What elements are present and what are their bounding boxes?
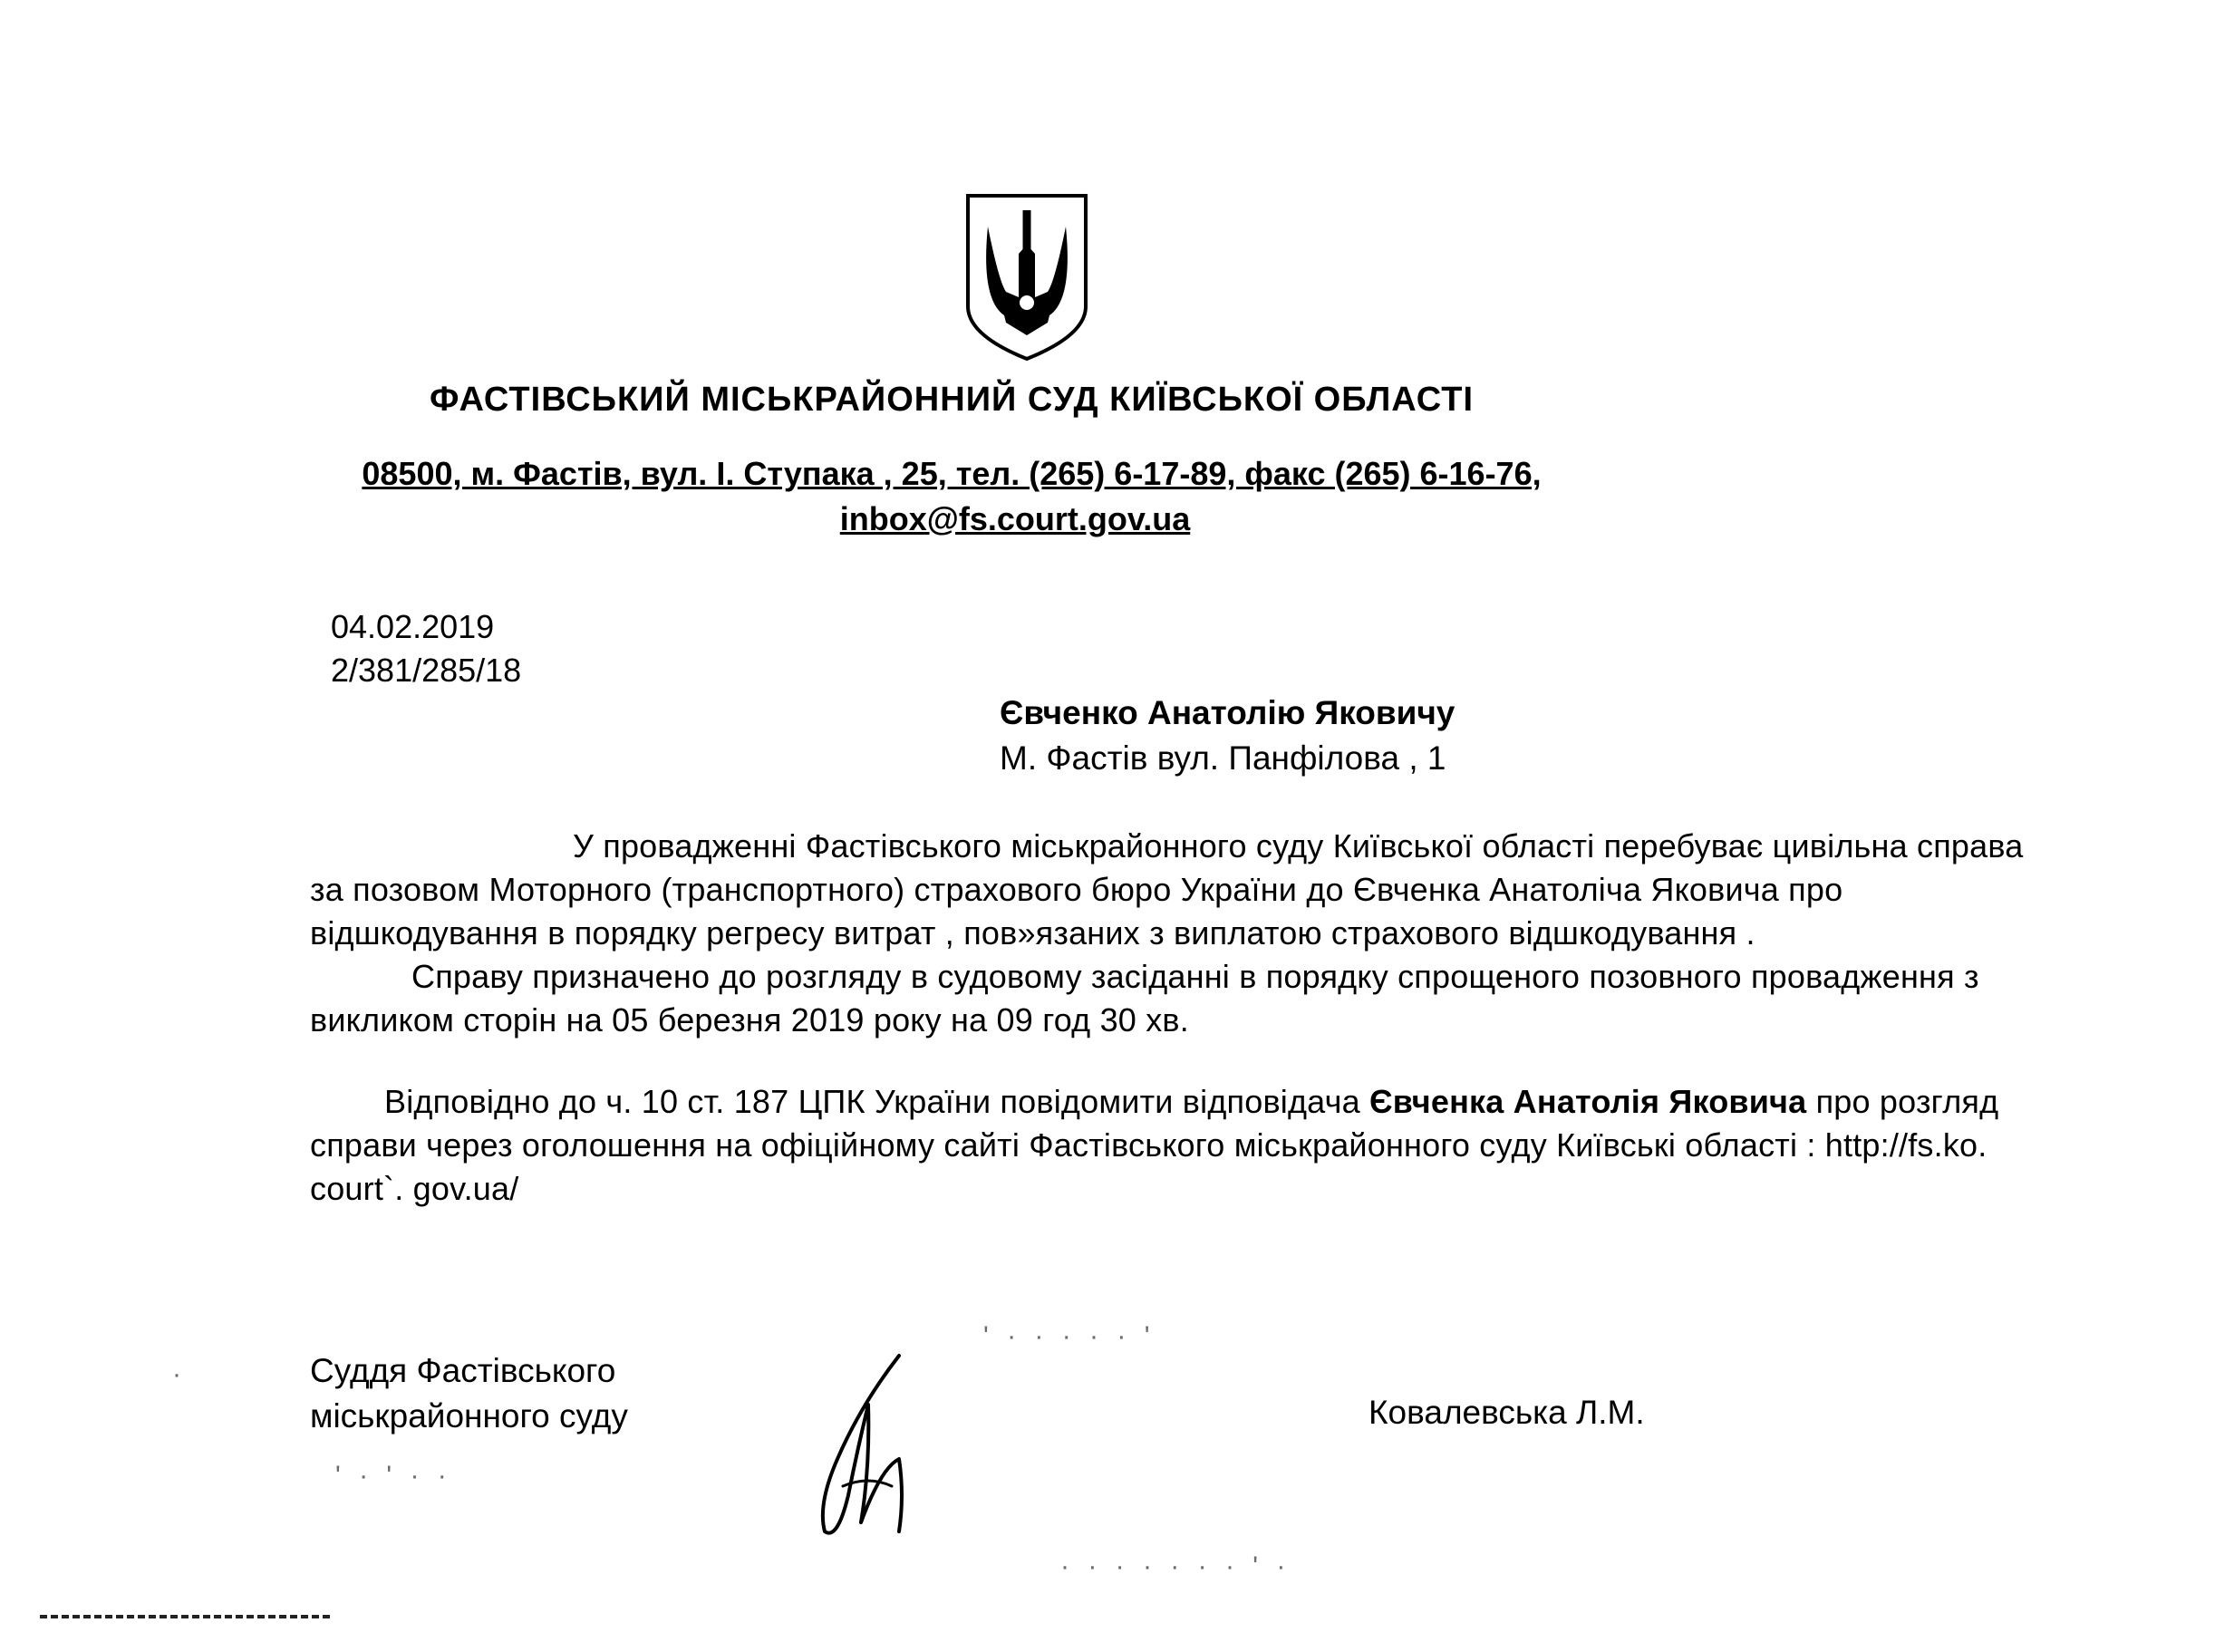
paragraph-notification bbox=[310, 1080, 2032, 1211]
scan-noise: ' · · · · · ' bbox=[983, 1321, 1156, 1351]
paragraph-hearing: Справу призначено до розгляду в судовому засіданні в порядку спрощеного позовного провадження з викликом сторін на 05 березня 2019 року на 09 год 30 хв. bbox=[310, 958, 1979, 1039]
trident-coat-of-arms-icon bbox=[961, 190, 1093, 362]
addressee-block bbox=[1000, 691, 1455, 781]
document-reference bbox=[331, 605, 521, 692]
judge-name: Ковалевська Л.М. bbox=[1368, 1394, 1645, 1431]
addressee-name: Євченко Анатолію Яковичу bbox=[1000, 694, 1455, 731]
handwritten-signature-icon bbox=[798, 1350, 924, 1541]
scan-edge-line bbox=[40, 1615, 330, 1622]
court-address bbox=[0, 451, 1903, 542]
defendant-name: Євченка Анатолія Яковича bbox=[1369, 1083, 1807, 1120]
court-email: inbox@fs.court.gov.ua bbox=[839, 500, 1191, 537]
notification-text-end: про розгляд справи через оголошення на офіційному сайті Фастівського міськрайонного суду Київські області : http://fs.ko. court`. gov.ua/ bbox=[310, 1083, 1999, 1207]
court-address-line: 08500, м. Фастів, вул. І. Ступака , 25, тел. (265) 6-17-89, факс (265) 6-16-76, bbox=[362, 455, 1542, 492]
document-date: 04.02.2019 bbox=[331, 608, 495, 645]
judge-title-line: Суддя Фастівського bbox=[310, 1352, 616, 1389]
addressee-address: М. Фастів вул. Панфілова , 1 bbox=[1000, 739, 1446, 777]
judge-title bbox=[310, 1348, 628, 1439]
court-name: ФАСТІВСЬКИЙ МІСЬКРАЙОННИЙ СУД КИЇВСЬКОЇ ОБЛАСТІ bbox=[429, 381, 1475, 419]
paragraph-proceedings: У провадженні Фастівського міськрайонного суду Київської області перебуває цивільна справа за позовом Моторного (транспортного) страхового бюро України до Євченка Анатоліча Яковича про відшкодування в порядку регресу витрат , пов»язаних з виплатою страхового відшкодування . bbox=[310, 827, 2024, 952]
scan-noise: ' · ' · · bbox=[335, 1461, 452, 1491]
letter-body bbox=[310, 825, 2032, 1211]
case-number: 2/381/285/18 bbox=[331, 652, 522, 689]
judge-title-line: міськрайонного суду bbox=[310, 1397, 628, 1435]
notification-text-start: Відповідно до ч. 10 ст. 187 ЦПК України повідомити відповідача bbox=[384, 1083, 1369, 1120]
scan-noise: · bbox=[172, 1359, 187, 1389]
scan-noise: · · · · · · · ' · bbox=[1060, 1551, 1291, 1581]
